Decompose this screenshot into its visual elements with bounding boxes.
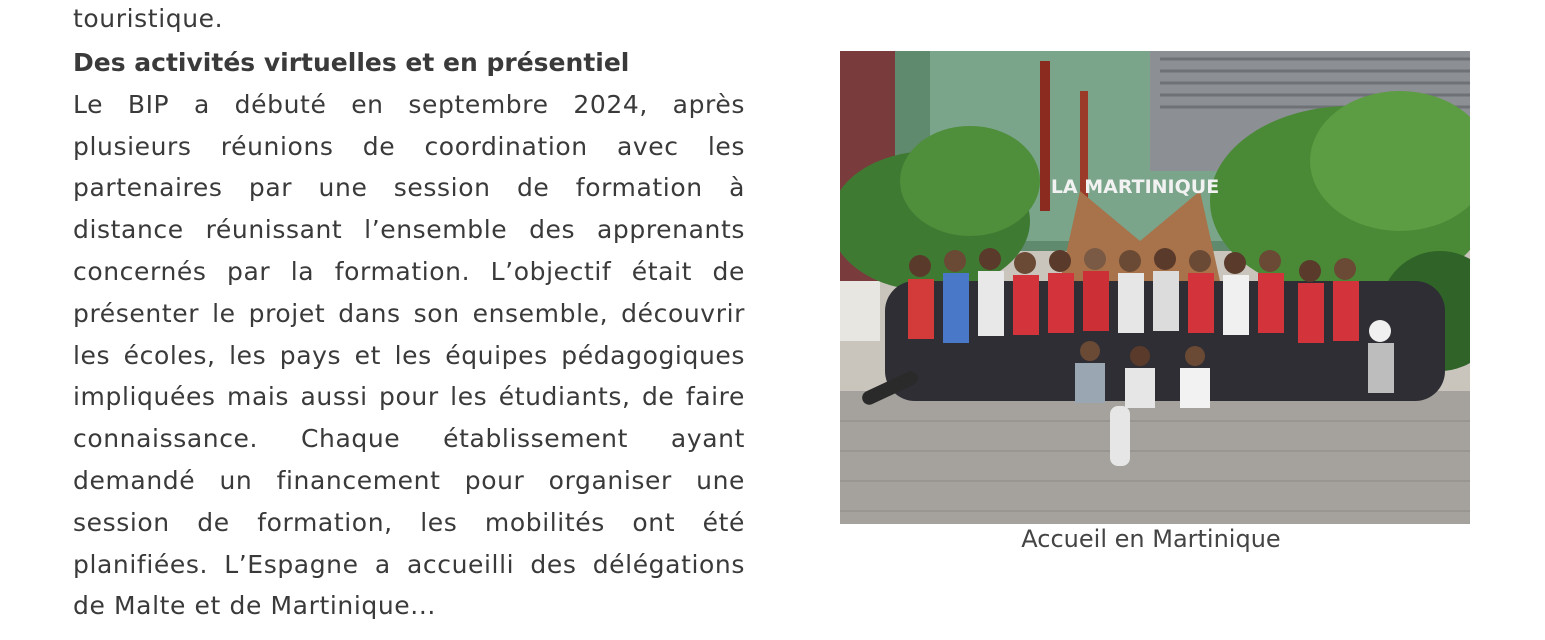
article-body-paragraph: Le BIP a débuté en septembre 2024, après plusieurs réunions de coordination avec les partenaires par une session de formation à distance réunissant l’ensemble des apprenants concernés par la formation. L’objectif était de présenter le projet dans son ensemble, découvrir les écoles, les pays et les équipes pédagogiques impliquées mais aussi pour les étudiants, de faire connaissance. Chaque établissement ayant demandé un financement pour organiser une session de formation, les mobilités ont été planifiées. L’Espagne a accueilli des délégations de Malte et de Martinique...	[73, 89, 745, 621]
photo-caption: Accueil en Martinique	[1021, 525, 1281, 553]
group-photo	[840, 51, 1470, 524]
previous-paragraph-end: touristique.	[73, 4, 224, 33]
section-heading: Des activités virtuelles et en présentiel	[73, 48, 630, 77]
mural-sign-text: LA MARTINIQUE	[1050, 176, 1220, 198]
article-text-column	[73, 0, 745, 627]
